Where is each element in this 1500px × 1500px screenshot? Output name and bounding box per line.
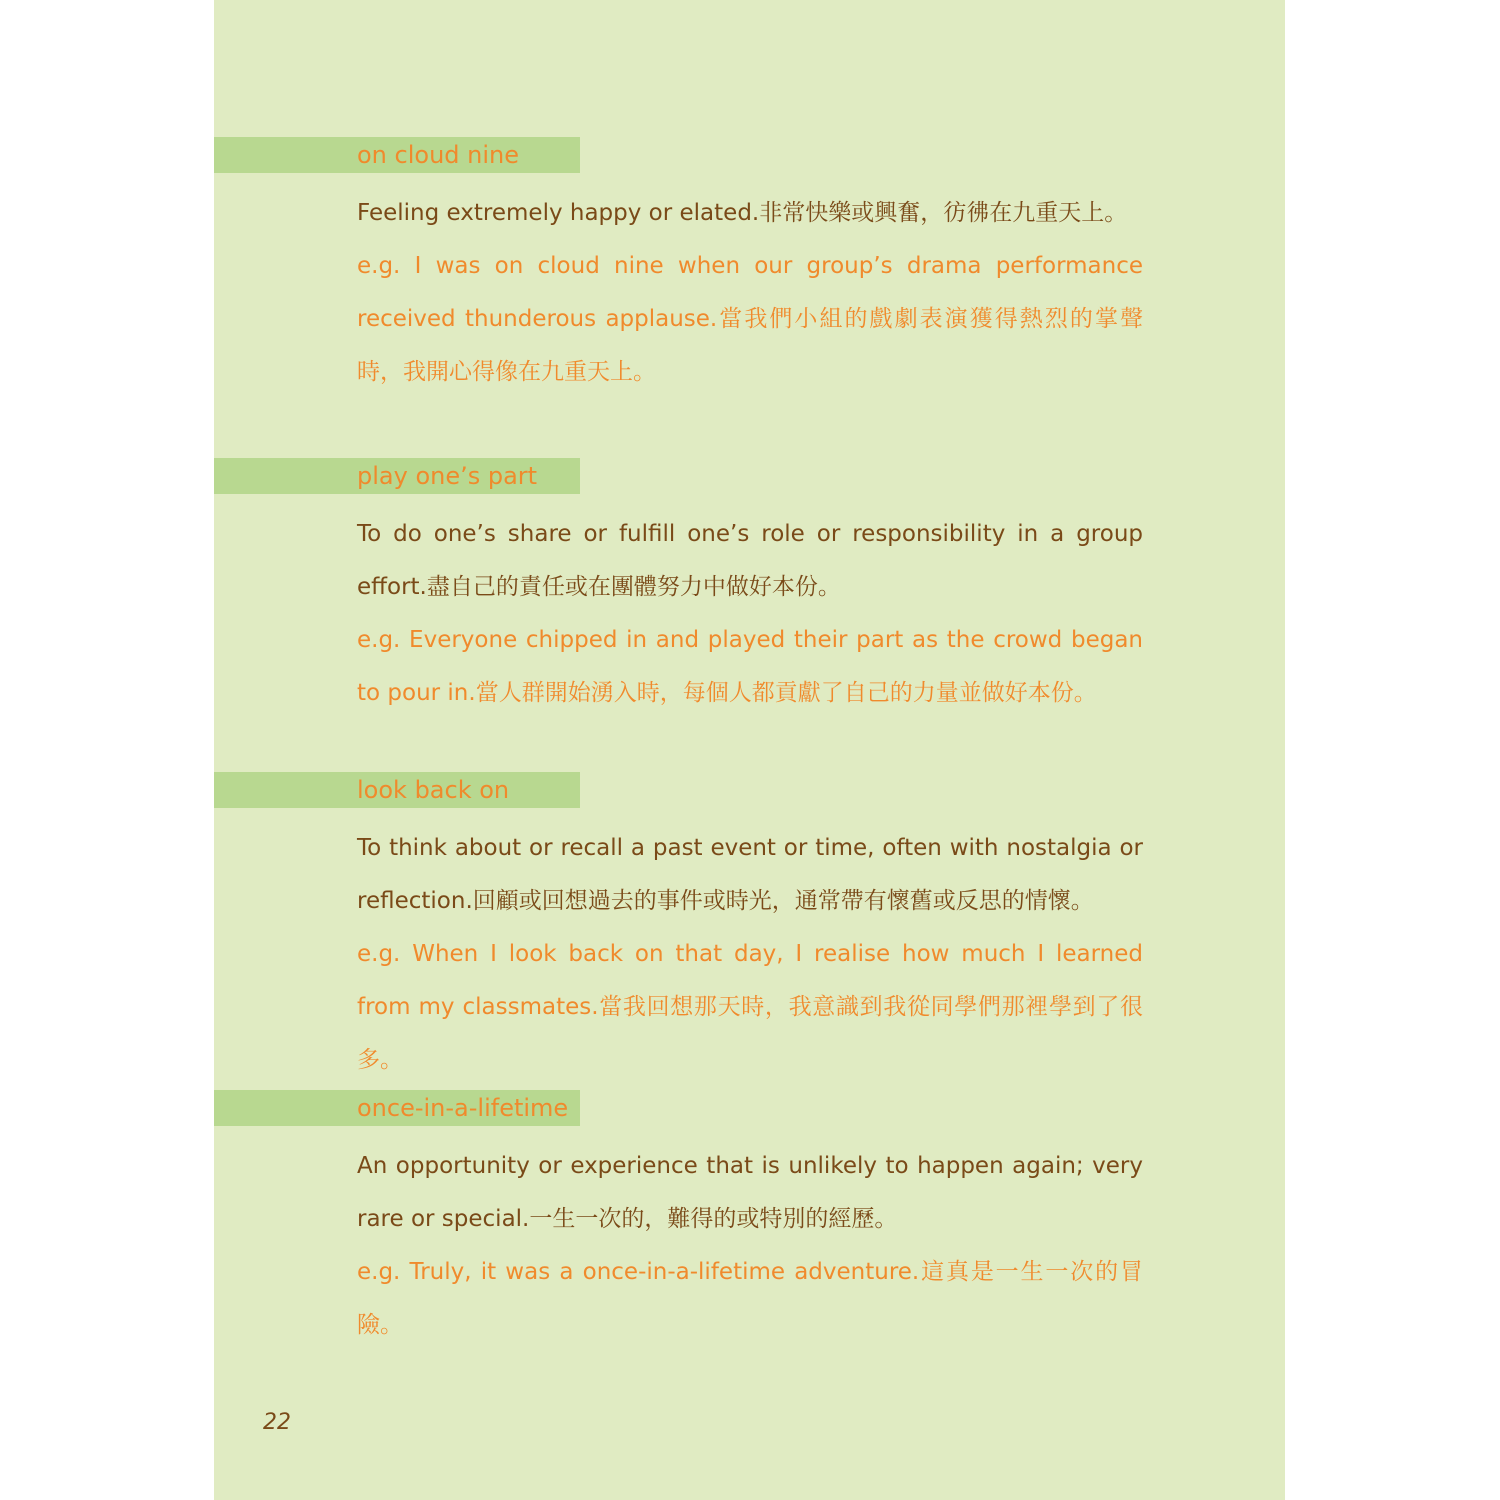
example-text: e.g. Truly, it was a once-in-a-lifetime adventure.這真是一生一次的冒險。 (357, 1259, 1143, 1338)
term-heading: look back on (357, 776, 510, 804)
page (214, 0, 1285, 1500)
term-heading: play one’s part (357, 462, 538, 490)
entry-on-cloud-nine (214, 137, 1285, 399)
term-bar (214, 458, 580, 494)
entry-body (357, 187, 1143, 399)
entry-body (357, 1140, 1143, 1352)
entry-body (357, 508, 1143, 720)
term-bar (214, 772, 580, 808)
entry-once-in-a-lifetime (214, 1090, 1285, 1352)
term-heading: on cloud nine (357, 141, 519, 169)
example-text: e.g. When I look back on that day, I realise how much I learned from my classmates.當我回想那天時，我意識到我從同學們那裡學到了很多。 (357, 941, 1143, 1073)
entry-body (357, 822, 1143, 1087)
entry-look-back-on (214, 772, 1285, 1087)
term-bar (214, 137, 580, 173)
definition-text: An opportunity or experience that is unlikely to happen again; very rare or special.一生一次的，難得的或特別的經歷。 (357, 1153, 1143, 1232)
definition-text: Feeling extremely happy or elated.非常快樂或興奮，彷彿在九重天上。 (357, 200, 1128, 226)
example-text: e.g. Everyone chipped in and played their part as the crowd began to pour in.當人群開始湧入時，每個人都貢獻了自己的力量並做好本份。 (357, 627, 1143, 706)
term-heading: once-in-a-lifetime (357, 1094, 569, 1122)
definition-text: To do one’s share or fulfill one’s role or responsibility in a group effort.盡自己的責任或在團體努力中做好本份。 (357, 521, 1143, 600)
term-bar (214, 1090, 580, 1126)
entry-play-ones-part (214, 458, 1285, 720)
definition-text: To think about or recall a past event or time, often with nostalgia or reflection.回顧或回想過去的事件或時光，通常帶有懷舊或反思的情懷。 (357, 835, 1143, 914)
page-number: 22 (263, 1410, 291, 1435)
example-text: e.g. I was on cloud nine when our group’s drama performance received thunderous applause.當我們小組的戲劇表演獲得熱烈的掌聲時，我開心得像在九重天上。 (357, 253, 1143, 385)
